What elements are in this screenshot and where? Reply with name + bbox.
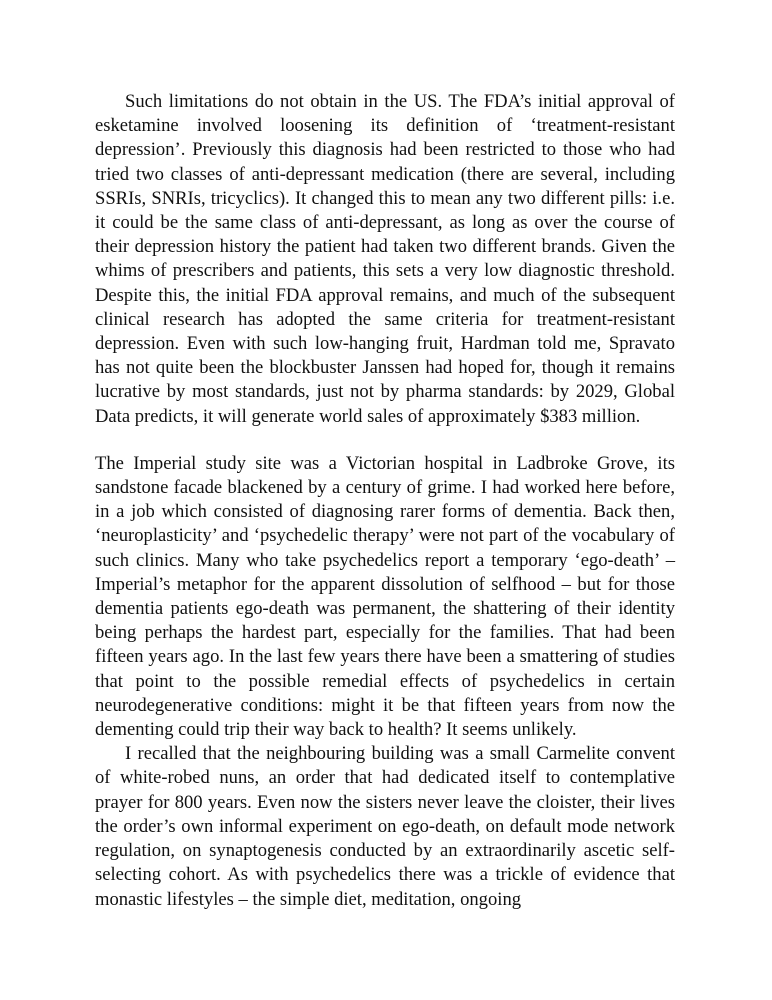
document-page — [95, 90, 675, 912]
paragraph-esketamine-fda: Such limitations do not obtain in the US. The FDA’s initial approval of esketamine involved loosening its definition of ‘treatment-resistant depression’. Previously this diagnosis had been restricted to those who had tried two classes of anti-depressant medication (there are several, including SSRIs, SNRIs, tricyclics). It changed this to mean any two different pills: i.e. it could be the same class of anti-depressant, as long as over the course of their depression history the patient had taken two different brands. Given the whims of prescribers and patients, this sets a very low diagnostic threshold. Despite this, the initial FDA approval remains, and much of the subsequent clinical research has adopted the same criteria for treatment-resistant depression. Even with such low-hanging fruit, Hardman told me, Spravato has not quite been the blockbuster Janssen had hoped for, though it remains lucrative by most standards, just not by pharma standards: by 2029, Global Data predicts, it will generate world sales of approximately $383 million. — [95, 91, 675, 427]
paragraph-carmelite-convent: I recalled that the neighbouring building was a small Carmelite convent of white-robed nuns, an order that had dedicated itself to contemplative prayer for 800 years. Even now the sisters never leave the cloister, their lives the order’s own informal experiment on ego-death, on default mode network regulation, on synaptogenesis conducted by an extraordinarily ascetic self-selecting cohort. As with psychedelics there was a trickle of evidence that monastic lifestyles – the simple diet, meditation, ongoing — [95, 743, 675, 910]
paragraph-imperial-study-site: The Imperial study site was a Victorian hospital in Ladbroke Grove, its sandstone facade blackened by a century of grime. I had worked here before, in a job which consisted of diagnosing rarer forms of dementia. Back then, ‘neuroplasticity’ and ‘psychedelic therapy’ were not part of the vocabulary of such clinics. Many who take psychedelics report a temporary ‘ego-death’ – Imperial’s metaphor for the apparent dissolution of selfhood – but for those dementia patients ego-death was permanent, the shattering of their identity being perhaps the hardest part, especially for the families. That had been fifteen years ago. In the last few years there have been a smattering of studies that point to the possible remedial effects of psychedelics in certain neurodegenerative conditions: might it be that fifteen years from now the dementing could trip their way back to health? It seems unlikely. — [95, 452, 675, 741]
